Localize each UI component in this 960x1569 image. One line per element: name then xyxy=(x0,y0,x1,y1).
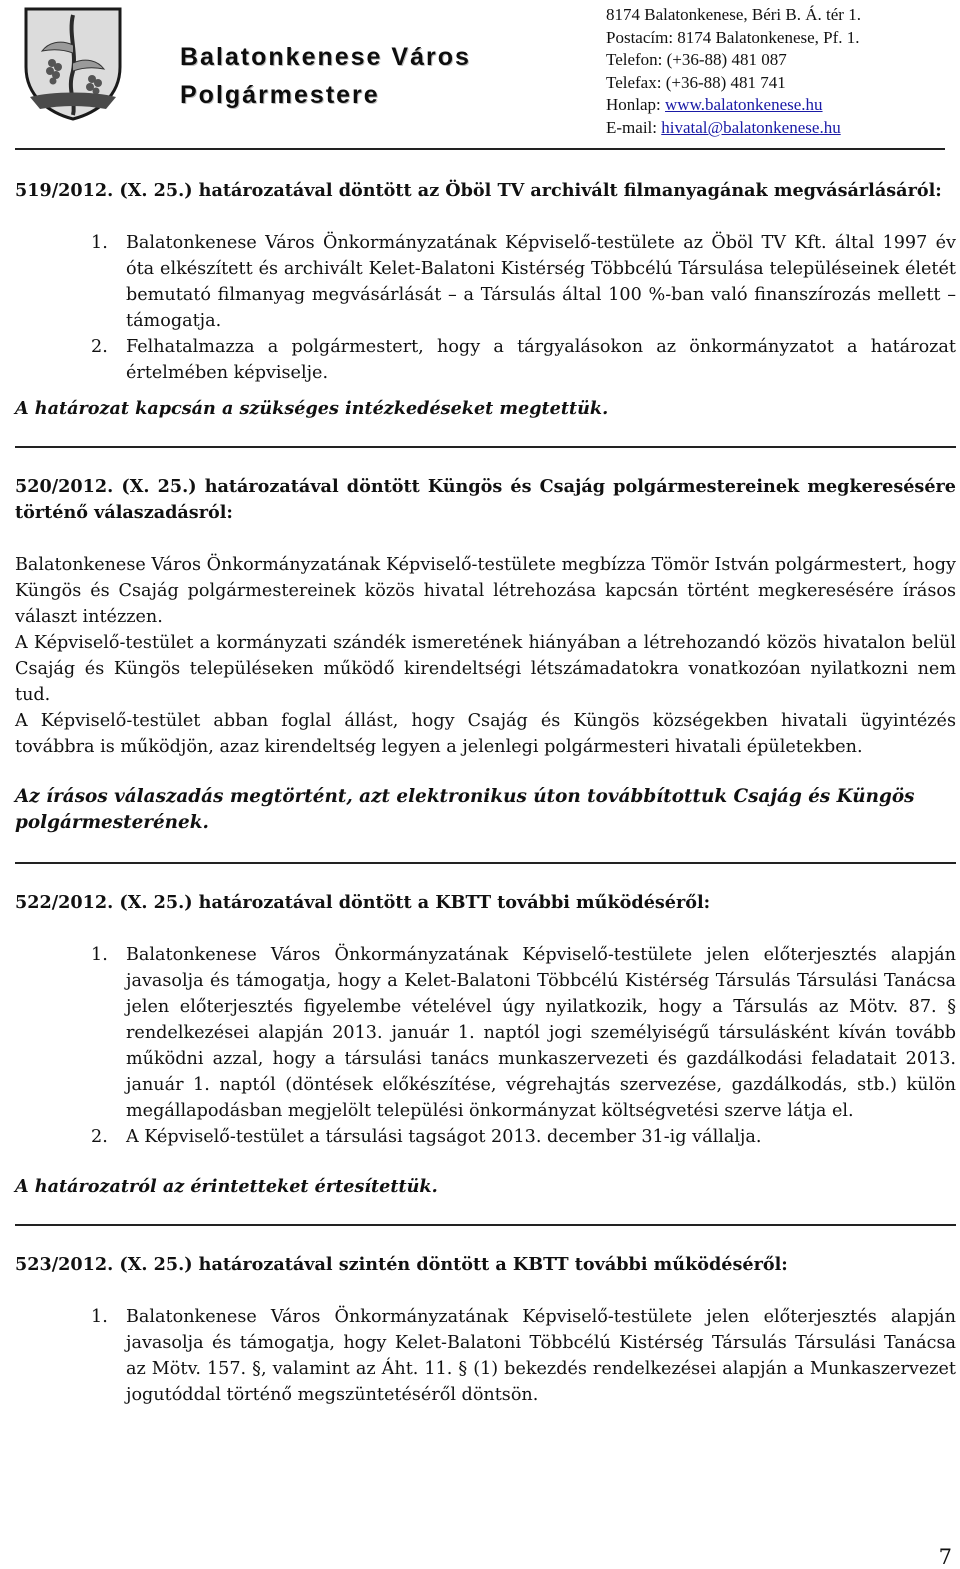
document-body xyxy=(15,178,956,1408)
decision-title-519: 519/2012. (X. 25.) határozatával döntött az Öböl TV archivált filmanyagának megvásárlásáról: xyxy=(15,180,942,201)
phone-line: Telefon: (+36-88) 481 087 xyxy=(606,50,787,70)
list-item: 1. Balatonkenese Város Önkormányzatának Képviselő-testülete jelen előterjesztés alapján javasolja és támogatja, hogy a Kelet-Balatoni Többcélú Kistérség Társulás Társulási Tanácsa jelen előterjesztés figyelembe vételével úgy nyilatkozik, hogy a Társulás az Mötv. 87. § rendelkezései alapján 2013. január 1. naptól jogi személyiségű társulásként kíván tovább működni azzal, hogy a társulási tanács munkaszervezeti és gazdálkodási feladatait 2013. január 1. naptól (döntések előkészítése, végrehajtás szervezése, gazdálkodás, stb.) külön megállapodásban megjelölt települési önkormányzat költségvetési szerve látja el. xyxy=(91,945,956,1121)
decision-title-520: 520/2012. (X. 25.) határozatával döntött Küngös és Csajág polgármestereinek megkeresésére történő válaszadásról: xyxy=(15,476,956,523)
coat-of-arms-logo xyxy=(22,5,124,121)
municipality-name: Balatonkenese Város Polgármestere xyxy=(180,43,471,109)
conclusion-519: A határozat kapcsán a szükséges intézkedéseket megtettük. xyxy=(15,398,609,419)
list-item: 1. Balatonkenese Város Önkormányzatának Képviselő-testülete az Öböl TV Kft. által 1997 év óta elkészített és archivált Kelet-Balatoni Kistérség Többcélú Társulása településeinek életét bemutató filmanyag megvásárlását – a Társulás által 100 %-ban való finanszírozás mellett – támogatja. xyxy=(91,233,956,331)
decision-title-523: 523/2012. (X. 25.) határozatával szintén döntött a KBTT további működéséről: xyxy=(15,1254,788,1275)
page-number: 7 xyxy=(938,1545,952,1569)
address-line: 8174 Balatonkenese, Béri B. Á. tér 1. xyxy=(606,5,861,24)
decision-list-523 xyxy=(15,1304,956,1408)
decision-list-522 xyxy=(15,942,956,1150)
decision-list-519 xyxy=(15,230,956,386)
website-link[interactable]: www.balatonkenese.hu xyxy=(665,95,823,115)
postal-line: Postacím: 8174 Balatonkenese, Pf. 1. xyxy=(606,27,860,47)
fax-line: Telefax: (+36-88) 481 741 xyxy=(606,72,786,92)
list-item: 2. A Képviselő-testület a társulási tagságot 2013. december 31-ig vállalja. xyxy=(91,1127,762,1147)
conclusion-520: Az írásos válaszadás megtörtént, azt elektronikus úton továbbítottuk Csajág és Küngös polgármesterének. xyxy=(15,786,915,833)
paragraph: A Képviselő-testület abban foglal állást, hogy Csajág és Küngös községekben hivatali ügyintézés továbbra is működjön, azaz kirendeltség legyen a jelenlegi polgármesteri hivatali épületekben. xyxy=(15,711,956,757)
conclusion-522: A határozatról az érintetteket értesítettük. xyxy=(15,1176,438,1197)
list-item: 2. Felhatalmazza a polgármestert, hogy a tárgyalásokon az önkormányzatot a határozat értelmében képviselje. xyxy=(91,337,956,383)
decision-title-522: 522/2012. (X. 25.) határozatával döntött a KBTT további működéséről: xyxy=(15,892,711,913)
list-item: 1. Balatonkenese Város Önkormányzatának Képviselő-testülete jelen előterjesztés alapján javasolja és támogatja, hogy Kelet-Balatoni Többcélú Kistérség Társulás Társulási Tanácsa az Mötv. 157. §, valamint az Áht. 11. § (1) bekezdés rendelkezései alapján a Munkaszervezet jogutóddal történő megszüntetéséről döntsön. xyxy=(91,1307,956,1405)
email-line: E-mail: hivatal@balatonkenese.hu xyxy=(606,117,841,137)
email-link[interactable]: hivatal@balatonkenese.hu xyxy=(661,117,841,137)
paragraph: A Képviselő-testület a kormányzati szándék ismeretének hiányában a létrehozandó közös hivatalon belül Csajág és Küngös településeken működő kirendeltségi létszámadatokra vonatkozóan nyilatkozni nem tud. xyxy=(15,633,956,705)
paragraph: Balatonkenese Város Önkormányzatának Képviselő-testülete megbízza Tömör István polgármestert, hogy Küngös és Csajág polgármestereinek közös hivatal létrehozása kapcsán történt megkeresésére írásos választ intézzen. xyxy=(15,555,956,627)
header-divider xyxy=(15,148,945,150)
website-line: Honlap: www.balatonkenese.hu xyxy=(606,95,823,115)
contact-block xyxy=(606,4,861,140)
